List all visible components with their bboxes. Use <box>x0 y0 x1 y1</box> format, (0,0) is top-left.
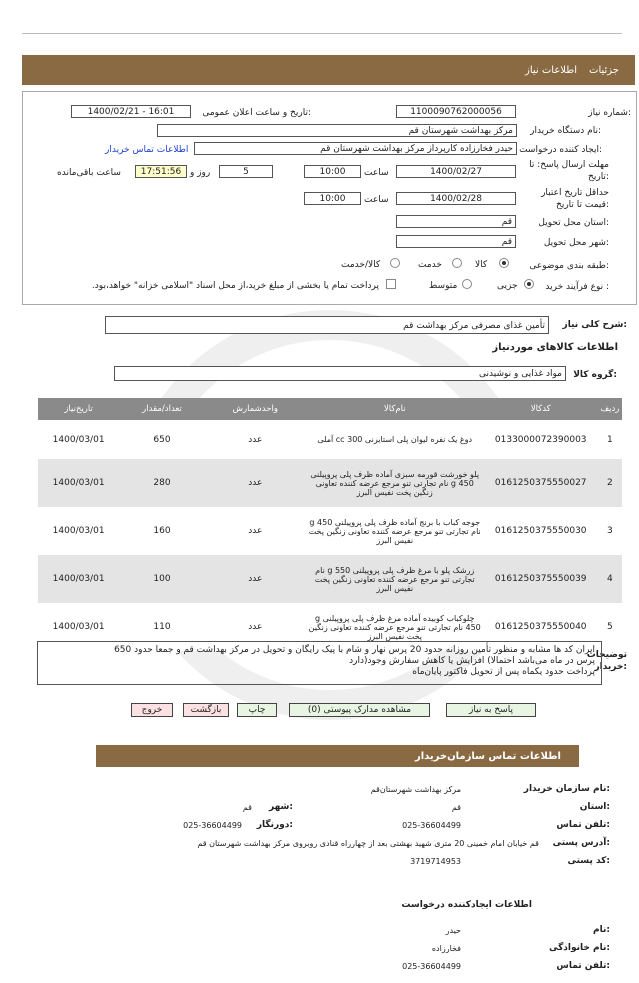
header-date: تاریخ‌نیاز <box>38 398 119 420</box>
row-number: 2 <box>598 459 622 507</box>
validity-label-2: قیمت تا تاریخ: <box>556 200 609 210</box>
row-unit: عدد <box>205 507 306 555</box>
buyer-desc-label: توضیحات <box>586 650 627 660</box>
category-service-radio[interactable] <box>452 258 462 268</box>
header-row: ردیف <box>598 398 622 420</box>
row-code: 0133000072390003 <box>484 420 598 459</box>
province-field: قم <box>396 215 516 228</box>
process-partial-radio[interactable] <box>524 279 534 289</box>
row-name: زرشک پلو با مرغ ظرف پلی پروپیلنی g 550 نام تجارتی تنو مرجع عرضه کننده تعاونی زنگین پخت نفیس البرز <box>306 555 484 603</box>
creator-family: فخارزاده <box>431 944 461 953</box>
row-date: 1400/03/01 <box>38 603 119 651</box>
contact-fax-label: دورنگار: <box>256 820 293 830</box>
creator-family-label: نام خانوادگی: <box>548 943 610 953</box>
contact-title: اطلاعات تماس سازمان‌خریدار <box>414 751 561 762</box>
row-unit: عدد <box>205 603 306 651</box>
row-date: 1400/03/01 <box>38 459 119 507</box>
deadline-label: مهلت ارسال پاسخ: تا <box>529 160 609 170</box>
remaining-time-field: 17:51:56 <box>135 165 187 178</box>
category-service-label: خدمت <box>418 260 442 270</box>
summary-label: شرح کلی نیاز: <box>562 320 627 330</box>
contact-city-label: شهر: <box>269 802 293 812</box>
announce-label: تاریخ و ساعت اعلان عمومی: <box>202 108 311 118</box>
need-info-link[interactable]: اطلاعات نیاز <box>525 65 577 76</box>
header-code: کدکالا <box>484 398 598 420</box>
category-goods-service-label: کالا/خدمت <box>341 260 381 270</box>
payment-note: پرداخت تمام یا بخشی از مبلغ خرید،از محل اسناد "اسلامی خزانه" خواهد،بود. <box>91 281 379 291</box>
contact-phone-label: تلفن تماس: <box>556 820 610 830</box>
contact-postal: 3719714953 <box>410 857 461 866</box>
buyer-desc-label-2: خریدار: <box>594 662 627 672</box>
remaining-label: ساعت باقی‌مانده <box>57 168 121 178</box>
province-label: استان محل تحویل: <box>538 218 609 228</box>
days-label: روز و <box>190 168 211 178</box>
process-medium-radio[interactable] <box>462 279 472 289</box>
row-number: 1 <box>598 420 622 459</box>
row-name: چلوکباب کوبیده آماده مرغ ظرف پلی پروپیلنی g 450 نام تجارتی تنو مرجع عرضه کننده تعاونی زنگین پخت نفیس البرز <box>306 603 484 651</box>
need-no-field: 1100090762000056 <box>396 105 516 118</box>
group-field: مواد غذایی و نوشیدنی <box>114 366 566 381</box>
contact-org-label: نام سازمان خریدار: <box>523 784 610 794</box>
contact-fax: 025-36604499 <box>183 821 242 830</box>
back-button[interactable]: بازگشت <box>183 703 229 717</box>
city-label: شهر محل تحویل: <box>543 238 609 248</box>
row-date: 1400/03/01 <box>38 420 119 459</box>
days-field: 5 <box>219 165 273 178</box>
table-row <box>38 420 622 459</box>
row-code: 0161250375550030 <box>484 507 598 555</box>
goods-title: اطلاعات کالاهای موردنیاز <box>492 342 618 353</box>
summary-field: تأمین غذای مصرفی مرکز بهداشت قم <box>105 316 549 334</box>
buyer-desc-line-2: پرس در ماه می‌باشد احتمالا) افزایش یا کاهش سفارش وجود(دارد <box>349 656 595 666</box>
row-qty: 280 <box>119 459 205 507</box>
buyer-desc-box <box>37 641 602 685</box>
process-label: نوع فرآیند خرید : <box>545 282 609 292</box>
announce-field: 1400/02/21 - 16:01 <box>71 105 191 118</box>
buyer-org-field: مرکز بهداشت شهرستان قم <box>157 124 517 137</box>
row-name: جوجه کباب با برنج آماده ظرف پلی پروپیلنی g 450 نام تجارتی تنو مرجع عرضه کننده تعاونی زنگین پخت نفیس البرز <box>306 507 484 555</box>
deadline-time-label: ساعت <box>364 168 389 178</box>
exit-button[interactable]: خروج <box>131 703 173 717</box>
creator-phone: 025-36604499 <box>402 962 461 971</box>
row-name: دوغ یک نفره لیوان پلی استایرنی 300 cc آملی <box>306 420 484 459</box>
category-label: طبقه بندی موضوعی: <box>529 261 609 271</box>
creator-phone-label: تلفن تماس: <box>556 961 610 971</box>
row-qty: 110 <box>119 603 205 651</box>
creator-name-label: نام: <box>593 925 610 935</box>
contact-address: قم خیابان امام خمینی 20 متری شهید بهشتی بعد از چهارراه قنادی روبروی مرکز بهداشت شهرستان قم <box>197 839 539 848</box>
row-qty: 650 <box>119 420 205 459</box>
validity-date-field: 1400/02/28 <box>396 192 516 205</box>
reply-button[interactable]: پاسخ به نیاز <box>446 703 536 717</box>
creator-name: حیدر <box>445 926 461 935</box>
category-goods-label: کالا <box>475 260 488 270</box>
contact-postal-label: کد پستی: <box>567 856 610 866</box>
table-row <box>38 555 622 603</box>
row-unit: عدد <box>205 555 306 603</box>
deadline-date-field: 1400/02/27 <box>396 165 516 178</box>
header-bar <box>22 55 635 85</box>
contact-city: قم <box>242 803 252 812</box>
city-field: قم <box>396 235 516 248</box>
contact-address-label: آدرس پستی: <box>552 838 610 848</box>
view-docs-button[interactable]: مشاهده مدارک پیوستی (0) <box>289 703 430 717</box>
row-name: پلو خورشت قورمه سبزی آماده ظرف پلی پروپیلنی g 450 نام تجارتی تنو مرجع عرضه کننده تعاونی زنگین پخت نفیس البرز <box>306 459 484 507</box>
row-unit: عدد <box>205 420 306 459</box>
validity-label: حداقل تاریخ اعتبار <box>541 188 609 198</box>
table-row <box>38 507 622 555</box>
table-row <box>38 459 622 507</box>
deadline-label-2: تاریخ: <box>588 172 609 182</box>
group-label: گروه کالا: <box>573 370 617 380</box>
payment-checkbox[interactable] <box>386 279 396 289</box>
contact-province: قم <box>451 803 461 812</box>
row-date: 1400/03/01 <box>38 555 119 603</box>
row-code: 0161250375550040 <box>484 603 598 651</box>
header-qty: تعداد/مقدار <box>119 398 205 420</box>
contact-phone: 025-36604499 <box>402 821 461 830</box>
validity-time-label: ساعت <box>364 195 389 205</box>
creator-info-title: اطلاعات ایجادکننده درخواست <box>401 900 532 910</box>
validity-time-field: 10:00 <box>304 192 361 205</box>
category-goods-service-radio[interactable] <box>390 258 400 268</box>
creator-label: ایجاد کننده درخواست: <box>519 145 602 155</box>
deadline-time-field: 10:00 <box>304 165 361 178</box>
row-number: 3 <box>598 507 622 555</box>
process-partial-label: جزیی <box>497 281 518 291</box>
goods-table <box>38 398 622 651</box>
row-date: 1400/03/01 <box>38 507 119 555</box>
details-link[interactable]: جزئیات <box>589 65 619 76</box>
row-number: 5 <box>598 603 622 651</box>
row-qty: 160 <box>119 507 205 555</box>
buyer-org-label: نام دستگاه خریدار: <box>530 126 601 136</box>
row-code: 0161250375550027 <box>484 459 598 507</box>
category-goods-radio[interactable] <box>499 258 509 268</box>
need-no-label: شماره نیاز: <box>588 108 631 118</box>
row-qty: 100 <box>119 555 205 603</box>
row-code: 0161250375550039 <box>484 555 598 603</box>
process-medium-label: متوسط <box>429 281 458 291</box>
print-button[interactable]: چاپ <box>237 703 277 717</box>
buyer-desc-line-1: ایران کد ها مشابه و منظور تأمین روزانه حدود 20 پرس نهار و شام با پیک رایگان و تحویل در مرکز بهداشت قم و جمعا حدود 650 <box>114 645 595 655</box>
header-name: نام‌کالا <box>306 398 484 420</box>
buyer-desc-line-3: پرداخت حدود یکماه پس از تحویل فاکتور پایان‌ماه <box>412 667 595 677</box>
header-unit: واحدشمارش <box>205 398 306 420</box>
row-number: 4 <box>598 555 622 603</box>
buyer-contact-link[interactable]: اطلاعات تماس خریدار <box>105 145 189 155</box>
contact-org: مرکز بهداشت شهرستان‌قم <box>370 785 461 794</box>
contact-province-label: استان: <box>579 802 610 812</box>
row-unit: عدد <box>205 459 306 507</box>
top-divider <box>22 33 622 34</box>
contact-header <box>96 745 579 767</box>
creator-field: حیدر فخارزاده کارپرداز مرکز بهداشت شهرستان قم <box>194 142 517 155</box>
